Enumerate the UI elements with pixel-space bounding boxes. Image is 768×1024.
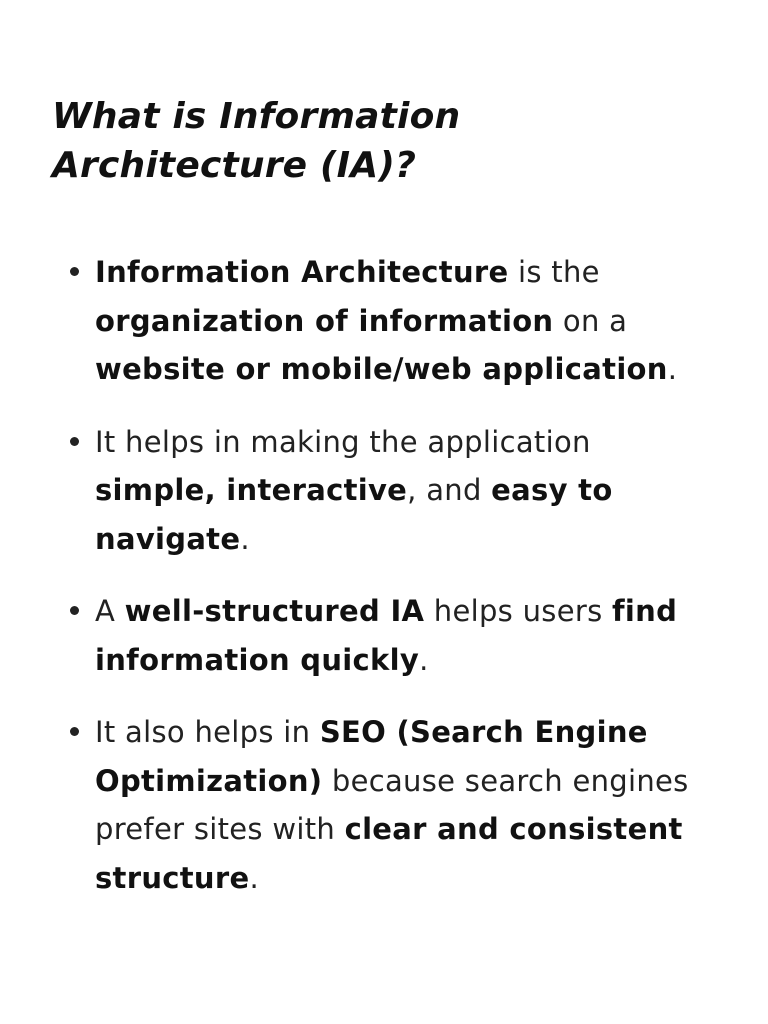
body-text: .: [249, 860, 259, 895]
body-text: It also helps in: [95, 715, 320, 749]
bold-text: simple, interactive: [95, 473, 408, 507]
body-text: .: [419, 642, 429, 677]
bold-text: Information Architecture: [95, 255, 509, 289]
body-text: , and: [407, 473, 492, 507]
body-text: helps users: [424, 594, 612, 628]
list-item: [52, 708, 708, 902]
bold-text: find information quickly: [95, 594, 678, 677]
bullet-list: [52, 248, 708, 902]
bold-text: SEO (Search Engine Optimization): [95, 715, 648, 798]
body-text: .: [667, 352, 678, 386]
bold-text: organization of information: [95, 303, 554, 338]
body-text: .: [240, 521, 250, 556]
list-item: [52, 418, 708, 564]
bold-text: website or mobile/web application: [95, 352, 668, 386]
body-text: is the: [508, 255, 600, 289]
body-text: It helps in making the application: [95, 424, 591, 459]
list-item: [52, 587, 708, 684]
body-text: on a: [553, 303, 628, 338]
bold-text: well-structured IA: [124, 594, 425, 628]
list-item: [52, 248, 708, 394]
page-title: What is Information Architecture (IA)?: [52, 96, 461, 186]
bold-text: clear and consistent structure: [95, 812, 683, 895]
bold-text: easy to navigate: [95, 473, 613, 556]
body-text: A: [95, 594, 125, 628]
body-text: because search engines prefer sites with: [95, 763, 689, 846]
